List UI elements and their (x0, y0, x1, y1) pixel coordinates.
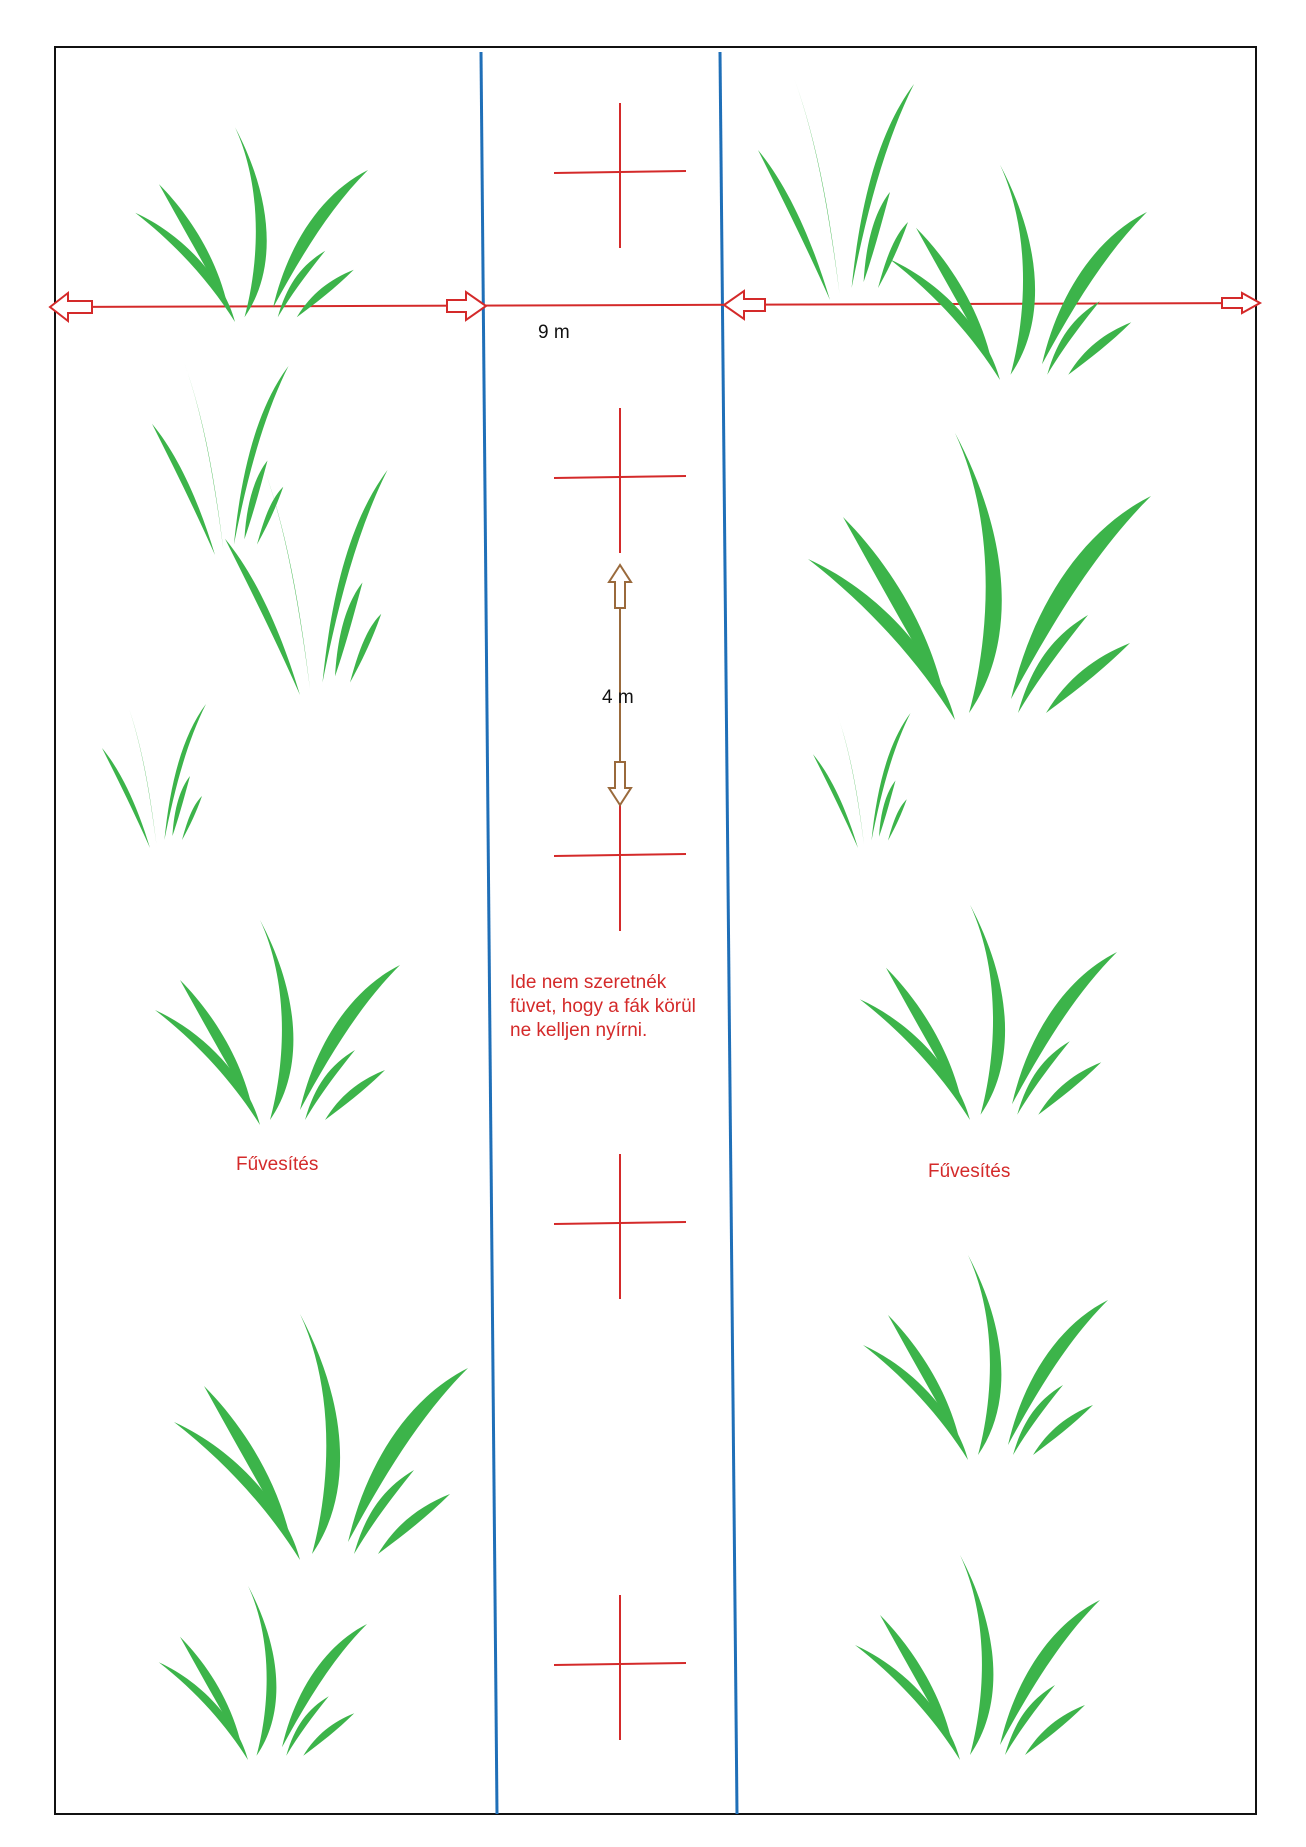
no-grass-note (510, 972, 696, 1041)
strip-left-line (481, 52, 497, 1814)
grass-tuft-icon (758, 78, 914, 300)
grass-tuft-icon (890, 165, 1147, 380)
spacing-label: 4 m (602, 687, 634, 708)
strip-right-line (720, 52, 737, 1814)
grass-tuft-icon (152, 361, 289, 555)
spacing-dimension (602, 565, 634, 805)
width-dimension-line (50, 303, 1260, 307)
grass-tuft-icon (863, 1255, 1108, 1460)
width-arrow-strip-right-icon (724, 291, 765, 319)
spacing-arrow-up-icon (609, 565, 631, 608)
tree-marks (554, 103, 686, 1740)
grass-tuft-icon (135, 127, 368, 322)
tree-mark (554, 103, 686, 248)
note-line-3: ne kelljen nyírni. (510, 1020, 648, 1041)
note-line-1: Ide nem szeretnék (510, 972, 667, 993)
grass-tuft-icon (174, 1314, 468, 1560)
tree-mark (554, 1595, 686, 1740)
grass-tuft-icon (855, 1555, 1100, 1760)
grass-tuft-icon (225, 464, 388, 695)
tree-mark (554, 786, 686, 931)
grass-tuft-icon (808, 433, 1151, 720)
grass-label-right: Fűvesítés (928, 1161, 1011, 1182)
grass-area (102, 78, 1151, 1760)
grass-tuft-icon (813, 709, 911, 848)
page-border (55, 47, 1256, 1814)
grass-label-left: Fűvesítés (236, 1154, 319, 1175)
width-arrow-left-icon (50, 293, 92, 321)
grass-tuft-icon (159, 1586, 367, 1760)
width-arrow-right-icon (1222, 293, 1260, 313)
tree-mark (554, 408, 686, 553)
width-arrow-strip-left-icon (447, 292, 486, 320)
width-label: 9 m (538, 322, 570, 343)
spacing-arrow-down-icon (609, 762, 631, 805)
note-line-2: füvet, hogy a fák körül (510, 996, 696, 1017)
grass-tuft-icon (102, 700, 206, 848)
tree-mark (554, 1154, 686, 1299)
grass-tuft-icon (155, 920, 400, 1125)
grass-tuft-icon (860, 905, 1117, 1120)
